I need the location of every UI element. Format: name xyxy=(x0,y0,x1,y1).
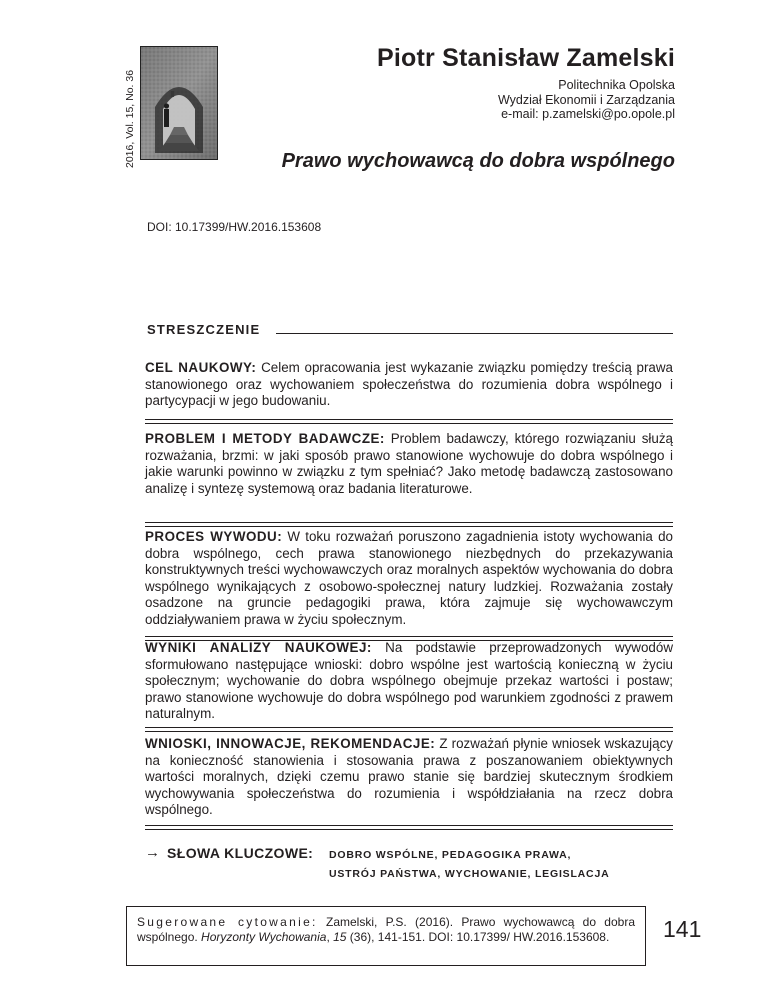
abstract-section-problem-methods xyxy=(145,431,673,497)
keywords-label: SŁOWA KLUCZOWE: xyxy=(167,845,314,861)
section-heading: CEL NAUKOWY: xyxy=(145,360,257,375)
abstract-section-aim xyxy=(145,360,673,410)
affiliation-university: Politechnika Opolska xyxy=(558,78,675,92)
keywords-arrow-icon: → xyxy=(145,844,160,861)
section-body: Celem opracowania jest wykazanie związku pomiędzy treścią prawa stanowionego oraz wychowaniem społeczeństwa do rozumienia dobra wspólnego i partycypacji w jego budowaniu. xyxy=(145,360,673,408)
keywords-list xyxy=(329,846,689,884)
affiliation-email[interactable]: e-mail: p.zamelski@po.opole.pl xyxy=(501,107,675,121)
cover-illustration xyxy=(141,47,217,159)
affiliation-faculty: Wydział Ekonomii i Zarządzania xyxy=(497,92,675,107)
journal-volume-label: 2016, Vol. 15, No. 36 xyxy=(124,69,136,168)
section-divider xyxy=(145,522,673,527)
author-name: Piotr Stanisław Zamelski xyxy=(377,44,675,72)
section-divider xyxy=(145,825,673,830)
abstract-heading-rule xyxy=(276,333,673,334)
section-heading: WYNIKI ANALIZY NAUKOWEJ: xyxy=(145,640,372,655)
abstract-section-argument xyxy=(145,529,673,628)
section-heading: PROBLEM I METODY BADAWCZE: xyxy=(145,431,385,446)
abstract-heading xyxy=(147,322,673,337)
section-divider xyxy=(145,419,673,424)
citation-label: Sugerowane cytowanie: xyxy=(137,915,318,929)
section-body: W toku rozważań poruszono zagadnienia istoty wychowania do dobra wspólnego, cech prawa stanowionego niezbędnych do przekazywania konstruktywnych treści wychowawczych oraz moralnych aspektów wychowania do dobra wspólnego wynikających z osobowo-społecznej natury ludzkiej. Rozważania zostały osadzone na gruncie pedagogiki prawa, która zajmuje się wychowawczym oddziaływaniem prawa w życiu społecznym. xyxy=(145,529,673,627)
section-divider xyxy=(145,727,673,732)
journal-cover-image xyxy=(140,46,218,160)
section-heading: WNIOSKI, INNOWACJE, REKOMENDACJE: xyxy=(145,736,436,751)
author-affiliation xyxy=(498,78,675,122)
page-number: 141 xyxy=(663,916,702,942)
citation-text: Zamelski, P.S. (2016). Prawo wychowawcą do dobra wspólnego. xyxy=(137,915,636,944)
citation-volume: 15 xyxy=(333,930,347,944)
keywords-line: DOBRO WSPÓLNE, PEDAGOGIKA PRAWA, xyxy=(329,849,572,861)
keywords-line: USTRÓJ PAŃSTWA, WYCHOWANIE, LEGISLACJA xyxy=(329,868,610,880)
doi-link[interactable]: DOI: 10.17399/HW.2016.153608 xyxy=(147,220,322,234)
abstract-heading-label: STRESZCZENIE xyxy=(147,322,261,337)
section-body: Problem badawczy, którego rozwiązaniu służą rozważania, brzmi: w jaki sposób prawo stanowione wychowuje do dobra wspólnego i jakie warunki powinno w związku z tym spełniać? Jako metodę badawczą zastosowano analizę i syntezę systemową oraz badania literaturowe. xyxy=(145,431,673,496)
article-title: Prawo wychowawcą do dobra wspólnego xyxy=(281,150,675,172)
suggested-citation-box xyxy=(126,906,646,966)
citation-details: (36), 141-151. DOI: 10.17399/ HW.2016.153608. xyxy=(346,930,610,944)
section-body: Na podstawie przeprowadzonych wywodów sformułowano następujące wnioski: dobro wspólne jest wartością konieczną w życiu społecznym; wychowanie do dobra wspólnego obejmuje przekaz wartości i postaw; prawo stanowione wychowuje do dobra wspólnego pod warunkiem zgodności z prawem naturalnym. xyxy=(145,640,673,721)
abstract-section-conclusions xyxy=(145,736,673,819)
citation-separator: , xyxy=(326,930,334,944)
section-heading: PROCES WYWODU: xyxy=(145,529,283,544)
section-body: Z rozważań płynie wniosek wskazujący na konieczność stanowienia i stosowania prawa z poszanowaniem obiektywnych wartości moralnych, dzięki czemu prawo stanie się bardziej skutecznym środkiem wychowywania społeczeństwa do rozumienia i współdziałania na rzecz dobra wspólnego. xyxy=(145,736,673,817)
abstract-section-results xyxy=(145,640,673,723)
citation-journal: Horyzonty Wychowania xyxy=(201,930,327,944)
